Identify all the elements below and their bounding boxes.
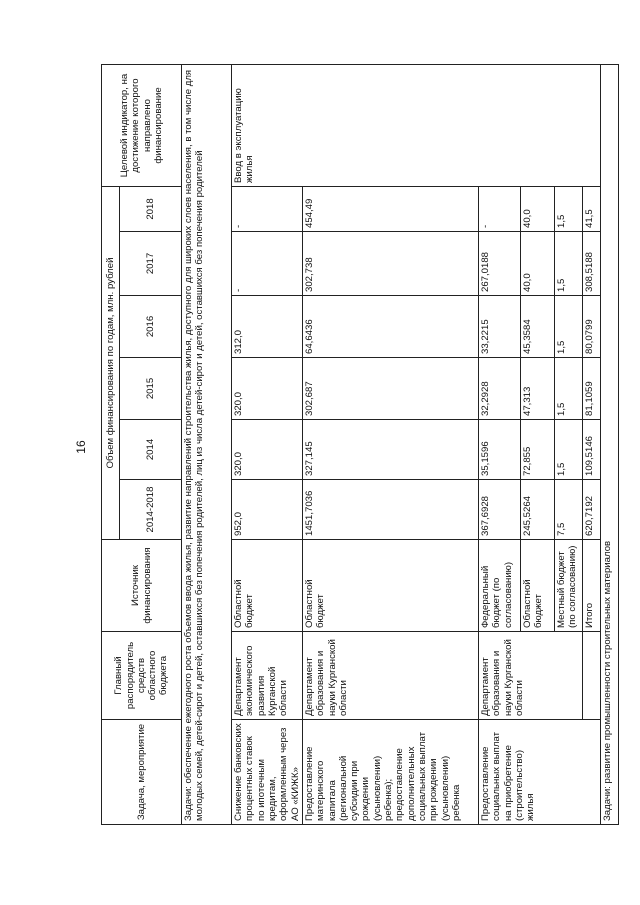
header-year: 2015 [120,358,182,420]
value-cell: 45,3584 [520,296,554,358]
value-cell: 33,2215 [478,296,520,358]
value-cell: 320,0 [232,420,303,480]
task-row-housing: Задачи: обеспечение ежегодного роста объемов ввода жилья, развитие направлений строительства жилья, доступного для широких слоев населения, в том числе для молодых семей, детей-сирот и детей, оставшихся без попечения родителей, лиц из числа детей-сирот и детей, оставшихся без попечения родителей [182,65,232,825]
admin-cell: Департамент экономического развития Курганской области [232,632,303,720]
source-cell: Областной бюджет [520,540,554,632]
header-year: 2018 [120,187,182,232]
measure-cell: Предоставление материнского капитала (региональной субсидии при рождении (усыновлении) ребенка); предоставление дополнительных социальных выплат при рождении (усыновлении) ребенка [302,720,478,825]
total-value: 109,5146 [582,420,600,480]
value-cell: - [478,187,520,232]
value-cell: 1,5 [554,296,582,358]
value-cell: 32,2928 [478,358,520,420]
value-cell: 72,855 [520,420,554,480]
value-cell: 1,5 [554,420,582,480]
header-year: 2017 [120,232,182,296]
header-volume: Объем финансирования по годам, млн. рублей [102,187,120,540]
value-cell: 64,6436 [302,296,478,358]
admin-cell: Департамент образования и науки Курганской области [302,632,478,720]
value-cell: 327,145 [302,420,478,480]
total-value: 41,5 [582,187,600,232]
rotated-table-container [101,65,616,825]
header-admin: Главный распорядитель средств областного бюджета [102,632,182,720]
value-cell: 267,0188 [478,232,520,296]
total-label: Итого [582,540,600,632]
header-year: 2014 [120,420,182,480]
value-cell: 952,0 [232,480,303,540]
value-cell: 7,5 [554,480,582,540]
header-target: Целевой индикатор, на достижение которого направлено финансирование [102,65,182,187]
header-year: 2016 [120,296,182,358]
value-cell: - [232,232,303,296]
financing-table [101,64,619,825]
admin-cell: Департамент образования и науки Курганской области [478,632,582,720]
value-cell: 40,0 [520,187,554,232]
value-cell: 302,687 [302,358,478,420]
total-value: 308,5188 [582,232,600,296]
value-cell: 40,0 [520,232,554,296]
total-value: 80,0799 [582,296,600,358]
value-cell: 1451,7036 [302,480,478,540]
value-cell: 302,738 [302,232,478,296]
value-cell: 320,0 [232,358,303,420]
value-cell: 1,5 [554,232,582,296]
source-cell: Областной бюджет [232,540,303,632]
value-cell: 245,5264 [520,480,554,540]
value-cell: 1,5 [554,187,582,232]
value-cell: 367,6928 [478,480,520,540]
value-cell: 35,1596 [478,420,520,480]
header-year: 2014-2018 [120,480,182,540]
admin-cell-empty [582,632,600,720]
value-cell: 454,49 [302,187,478,232]
measure-cell: Предоставление социальных выплат на приобретение (строительство) жилья [478,720,600,825]
page-number: 16 [74,440,88,454]
measure-cell: Снижение банковских процентных ставок по ипотечным кредитам, оформленным через АО «КИЖК» [232,720,303,825]
total-value: 81,1059 [582,358,600,420]
value-cell: 47,313 [520,358,554,420]
source-cell: Областной бюджет [302,540,478,632]
task-row-materials: Задачи: развитие промышленности строительных материалов [600,65,618,825]
value-cell: 312,0 [232,296,303,358]
header-task: Задача, мероприятие [102,720,182,825]
value-cell: 1,5 [554,358,582,420]
value-cell: - [232,187,303,232]
header-source: Источник финансирования [102,540,182,632]
source-cell: Федеральный бюджет (по согласованию) [478,540,520,632]
source-cell: Местный бюджет (по согласованию) [554,540,582,632]
total-value: 620,7192 [582,480,600,540]
target-cell: Ввод в эксплуатацию жилья [232,65,601,187]
